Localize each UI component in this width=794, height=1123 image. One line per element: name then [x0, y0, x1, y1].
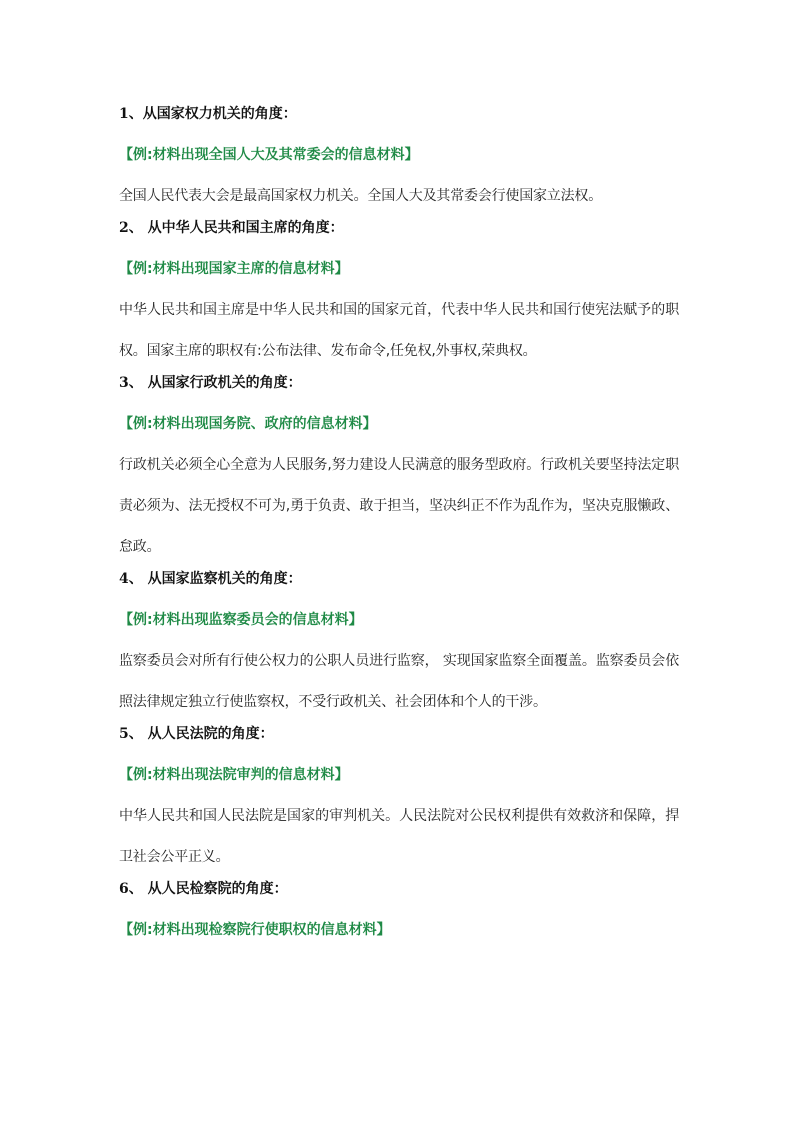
section-body: 全国人民代表大会是最高国家权力机关。全国人大及其常委会行使国家立法权。 — [119, 188, 602, 204]
section-heading: 6、 从人民检察院的角度： — [119, 881, 288, 897]
section-body: 中华人民共和国主席是中华人民共和国的国家元首，代表中华人民共和国行使宪法赋予的职权。国家主席的职权有:公布法律、发布命令,任免权,外事权,荣典权。 — [119, 302, 679, 359]
example-note: 【例:材料出现检察院行使职权的信息材料】 — [119, 922, 391, 938]
section-6 — [119, 879, 679, 940]
example-note: 【例:材料出现监察委员会的信息材料】 — [119, 612, 363, 628]
section-5 — [119, 724, 679, 878]
section-heading: 1、从国家权力机关的角度： — [119, 106, 297, 122]
section-4 — [119, 569, 679, 723]
section-body: 中华人民共和国人民法院是国家的审判机关。人民法院对公民权利提供有效救济和保障，捍卫社会公平正义。 — [119, 808, 679, 865]
section-heading: 4、 从国家监察机关的角度： — [119, 571, 302, 587]
example-note: 【例:材料出现法院审判的信息材料】 — [119, 767, 349, 783]
document-page — [119, 104, 679, 961]
section-body: 监察委员会对所有行使公权力的公职人员进行监察， 实现国家监察全面覆盖。监察委员会依照法律规定独立行使监察权，不受行政机关、社会团体和个人的干涉。 — [119, 653, 679, 710]
example-note: 【例:材料出现全国人大及其常委会的信息材料】 — [119, 147, 419, 163]
example-note: 【例:材料出现国家主席的信息材料】 — [119, 261, 349, 277]
section-heading: 5、 从人民法院的角度： — [119, 726, 274, 742]
section-heading: 3、 从国家行政机关的角度： — [119, 375, 302, 391]
example-note: 【例:材料出现国务院、政府的信息材料】 — [119, 416, 377, 432]
section-body: 行政机关必须全心全意为人民服务,努力建设人民满意的服务型政府。行政机关要坚持法定职责必须为、法无授权不可为,勇于负责、敢于担当，坚决纠正不作为乱作为，坚决克服懒政、怠政。 — [119, 457, 679, 555]
section-1 — [119, 104, 679, 217]
section-3 — [119, 373, 679, 568]
section-2 — [119, 218, 679, 372]
section-heading: 2、 从中华人民共和国主席的角度： — [119, 220, 344, 236]
